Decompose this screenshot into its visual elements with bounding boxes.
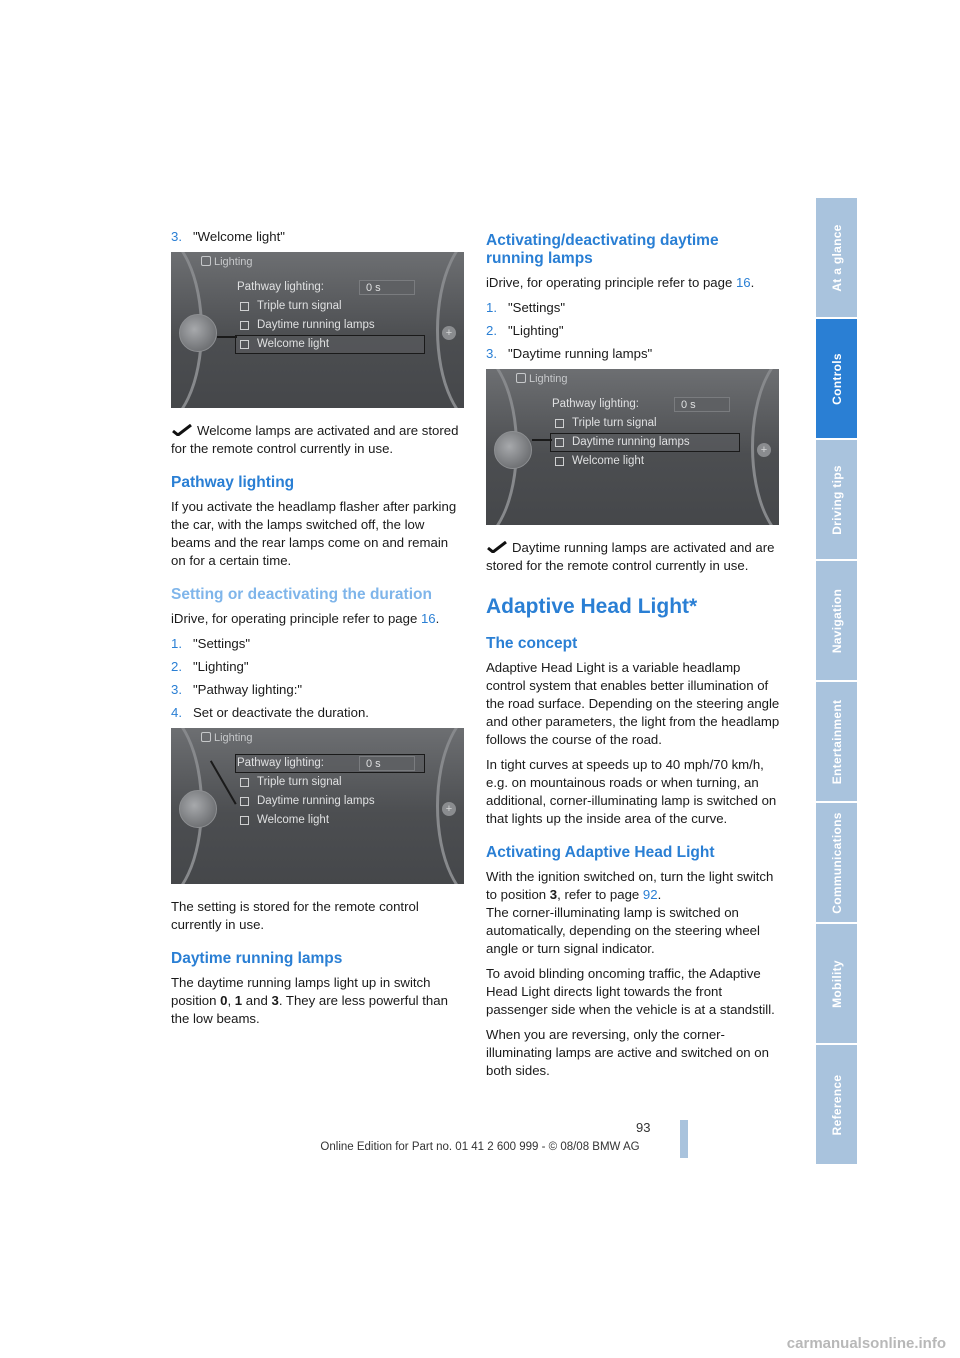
screen-menu (235, 754, 425, 830)
plus-icon: + (442, 802, 456, 816)
activating-ahl-heading: Activating Adaptive Head Light (486, 844, 715, 861)
menu-triple: Triple turn signal (550, 414, 740, 433)
screen-title: Lighting (516, 373, 568, 385)
controller-knob-icon (179, 314, 217, 352)
menu-pathway-selected: Pathway lighting: 0 s (235, 754, 425, 773)
idrive-screen-welcome (171, 252, 464, 408)
tab-navigation[interactable]: Navigation (816, 561, 857, 680)
screen-title: Lighting (201, 732, 253, 744)
concept-p2: In tight curves at speeds up to 40 mph/70 km/h, e.g. on mountainous roads or when turning, an additional, corner-illuminating lamp is switched on that lights up the inside area of the curve. (486, 757, 777, 826)
duration-heading: Setting or deactivating the duration (171, 586, 432, 603)
daytime-heading: Daytime running lamps (171, 950, 343, 967)
menu-daytime-selected: Daytime running lamps (550, 433, 740, 452)
tab-mobility[interactable]: Mobility (816, 924, 857, 1043)
menu-welcome: Welcome light (550, 452, 740, 471)
watermark: carmanualsonline.info (786, 1335, 946, 1352)
concept-p1: Adaptive Head Light is a variable headlamp control system that enables better illumination of the road surface. Depending on the steering angle and other parameters, the light from the headlamp follows the course of the road. (486, 660, 780, 747)
menu-pathway: Pathway lighting: 0 s (235, 278, 425, 297)
tab-reference[interactable]: Reference (816, 1045, 857, 1164)
menu-daytime: Daytime running lamps (235, 792, 425, 811)
step-item: 3. "Welcome light" (171, 229, 285, 244)
checkmark-icon (486, 541, 508, 553)
lighting-icon (201, 732, 211, 742)
page-link[interactable]: 92 (642, 887, 658, 902)
ahl-p2: The corner-illuminating lamp is switched on automatically, depending on the steering wheel angle or turn signal indicator. (486, 905, 760, 956)
footer-text: Online Edition for Part no. 01 41 2 600 999 - © 08/08 BMW AG (320, 1141, 640, 1153)
stored-text: The setting is stored for the remote control currently in use. (171, 899, 419, 932)
plus-icon: + (757, 443, 771, 457)
step-item: 4. Set or deactivate the duration. (171, 705, 369, 720)
concept-heading: The concept (486, 635, 578, 652)
ahl-p4: When you are reversing, only the corner-illuminating lamps are active and switched on on both sides. (486, 1027, 769, 1078)
pathway-heading: Pathway lighting (171, 474, 295, 491)
step-item: 3. "Pathway lighting:" (171, 682, 303, 697)
menu-triple: Triple turn signal (235, 773, 425, 792)
step-item: 2. "Lighting" (171, 659, 249, 674)
pathway-text: If you activate the headlamp flasher after parking the car, with the lamps switched off, the low beams and the rear lamps come on and remain on for a certain time. (171, 499, 457, 568)
idrive-screen-pathway (171, 728, 464, 884)
menu-welcome-selected: Welcome light (235, 335, 425, 354)
ahl-p3: To avoid blinding oncoming traffic, the Adaptive Head Light directs light towards the front passenger side when the vehicle is at a standstill. (486, 966, 775, 1017)
activating-daytime-heading: Activating/deactivating daytime running lamps (486, 232, 719, 267)
ahl-p1: With the ignition switched on, turn the light switch to position 3, refer to page 92. (486, 869, 774, 902)
menu-welcome: Welcome light (235, 811, 425, 830)
screen-title: Lighting (201, 256, 253, 268)
step-item: 3. "Daytime running lamps" (486, 346, 653, 361)
right-column (486, 228, 780, 1087)
daytime-note: Daytime running lamps are activated and are stored for the remote control currently in use. (486, 540, 775, 573)
idrive-ref: iDrive, for operating principle refer to page 16. (486, 275, 755, 290)
step-item: 1. "Settings" (486, 300, 566, 315)
step-item: 2. "Lighting" (486, 323, 564, 338)
checkmark-icon (171, 424, 193, 436)
menu-pathway: Pathway lighting: 0 s (550, 395, 740, 414)
idrive-ref: iDrive, for operating principle refer to page 16. (171, 611, 440, 626)
idrive-screen-daytime (486, 369, 779, 525)
page-link[interactable]: 16 (420, 611, 436, 626)
tab-communications[interactable]: Communications (816, 803, 857, 922)
lighting-icon (201, 256, 211, 266)
plus-icon: + (442, 326, 456, 340)
lighting-icon (516, 373, 526, 383)
menu-triple: Triple turn signal (235, 297, 425, 316)
controller-knob-icon (179, 790, 217, 828)
screen-menu (550, 395, 740, 471)
daytime-text: The daytime running lamps light up in switch position 0, 1 and 3. They are less powerful than the low beams. (171, 975, 448, 1026)
controller-knob-icon (494, 431, 532, 469)
ahl-heading: Adaptive Head Light* (486, 595, 698, 618)
tab-at-a-glance[interactable]: At a glance (816, 198, 857, 317)
step-item: 1. "Settings" (171, 636, 251, 651)
chapter-tabs (816, 198, 857, 1166)
tab-entertainment[interactable]: Entertainment (816, 682, 857, 801)
menu-daytime: Daytime running lamps (235, 316, 425, 335)
welcome-note: Welcome lamps are activated and are stored for the remote control currently in use. (171, 423, 459, 456)
page-link[interactable]: 16 (735, 275, 751, 290)
tab-driving-tips[interactable]: Driving tips (816, 440, 857, 559)
screen-menu (235, 278, 425, 354)
tab-controls[interactable]: Controls (816, 319, 857, 438)
left-column (171, 228, 465, 1035)
page-number: 93 (636, 1120, 651, 1135)
